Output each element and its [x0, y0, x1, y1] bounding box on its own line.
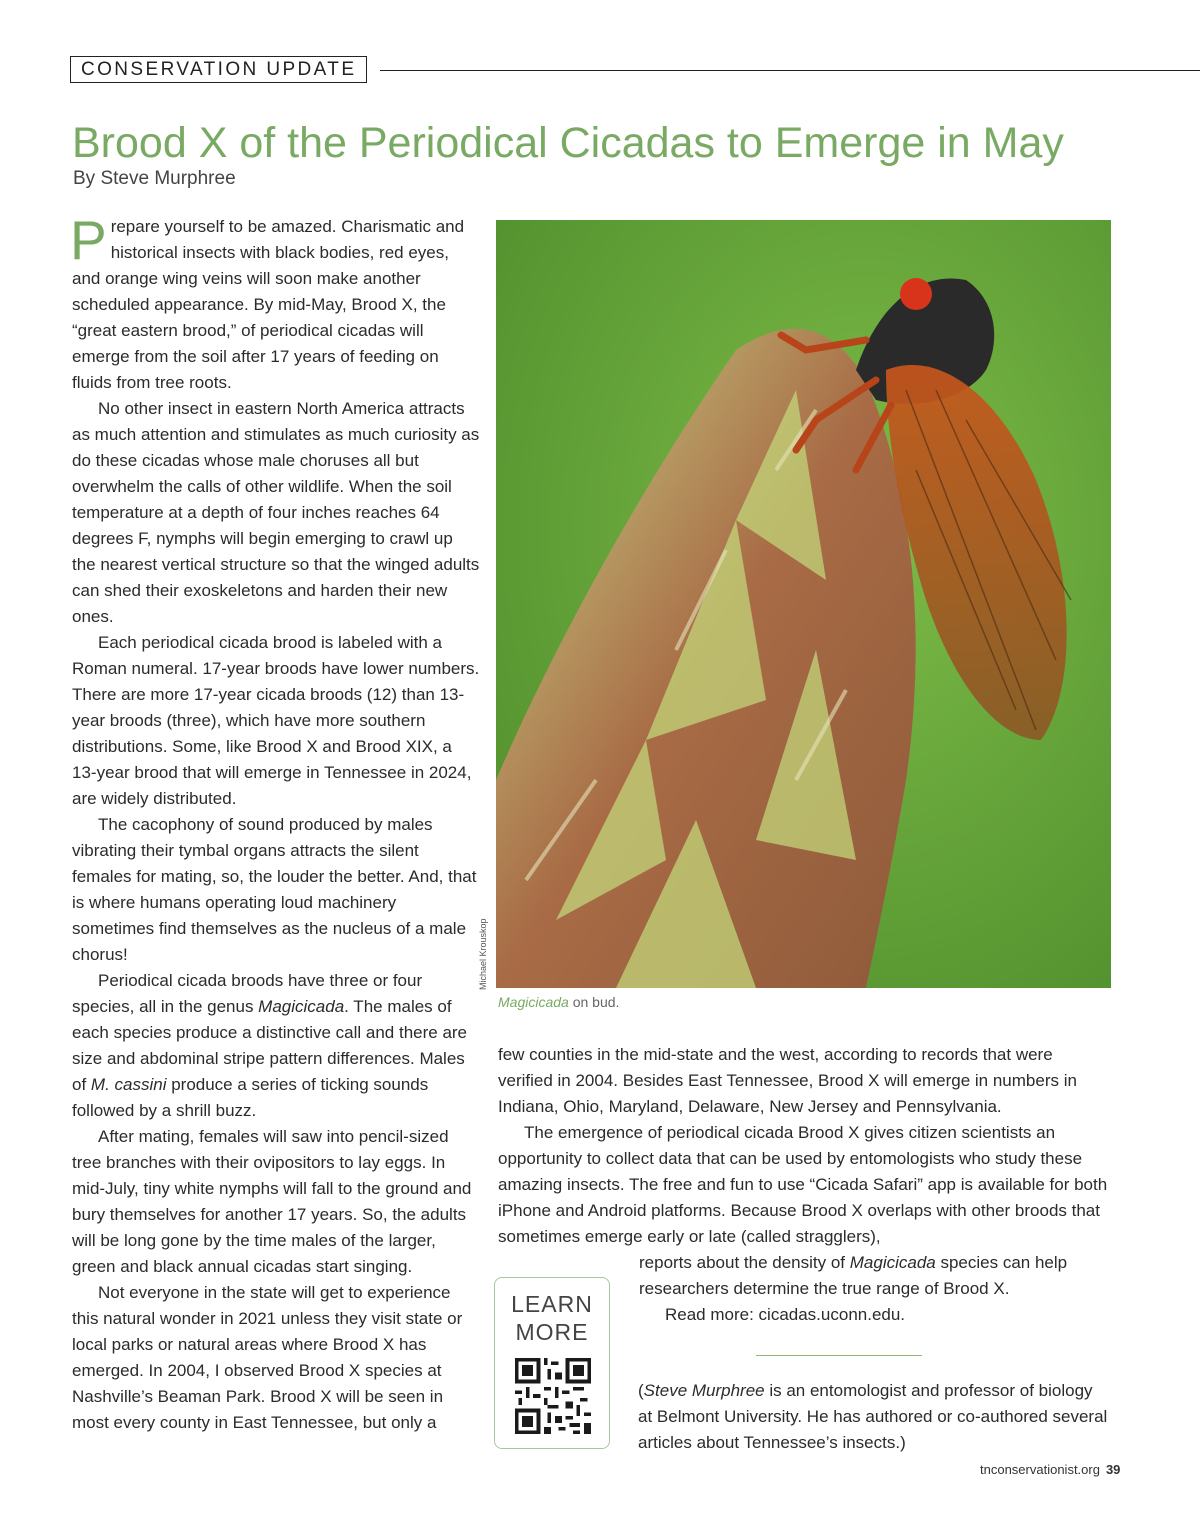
paragraph-3: Each periodical cicada brood is labeled with a Roman numeral. 17-year broods have lower numbers. There are more 17-year cicada broods (12) than 13-year broods (three), which have more southern distributions. Some, like Brood X and Brood XIX, a 13-year brood that will emerge in Tennessee in 2024, are widely distributed.	[72, 633, 480, 808]
byline: By Steve Murphree	[73, 168, 236, 189]
paragraph-5-part: produce a series of ticking sounds followed by a shrill buzz.	[72, 1075, 429, 1120]
paragraph-10-part: reports about the density of	[639, 1253, 850, 1272]
genus-name: Magicicada	[849, 1253, 936, 1272]
caption-species: Magicicada	[498, 994, 569, 1010]
article-headline: Brood X of the Periodical Cicadas to Emerge in May	[72, 119, 1064, 167]
paragraph-9: The emergence of periodical cicada Brood X gives citizen scientists an opportunity to collect data that can be used by entomologists who study these amazing insects. The free and fun to use “Cicada Safari” app is available for both iPhone and Android platforms. Because Brood X overlaps with other broods that sometimes emerge early or late (called stragglers),	[498, 1123, 1108, 1246]
section-rule	[380, 70, 1200, 71]
paragraph-7: Not everyone in the state will get to experience this natural wonder in 2021 unless they visit state or local parks or natural areas where Brood X has emerged. In 2004, I observed Brood X species at Nashville’s Beaman Park. Brood X will be seen in most every county in East Tennessee, but only a	[72, 1283, 463, 1432]
paragraph-1-text: repare yourself to be amazed. Charismatic and historical insects with black bodies, red eyes, and orange wing veins will soon make another scheduled appearance. By mid-May, Brood X, the “great eastern brood,” of periodical cicadas will emerge from the soil after 17 years of feeding on fluids from tree roots.	[72, 217, 465, 392]
left-column	[70, 209, 480, 1436]
qr-code-icon[interactable]	[515, 1358, 591, 1434]
genus-name: Magicicada	[258, 997, 345, 1016]
species-name: M. cassini	[90, 1075, 167, 1094]
right-column	[498, 1042, 1110, 1250]
page-footer	[980, 1462, 1120, 1477]
bio-text: is an entomologist and professor of biology at Belmont University. He has authored or co-authored several articles about Tennessee’s insects.)	[638, 1381, 1108, 1452]
bio-author-name: Steve Murphree	[643, 1381, 765, 1400]
photo-credit: Michael Krouskop	[478, 918, 488, 990]
learn-label-line: MORE	[515, 1319, 589, 1345]
read-more-line: Read more: cicadas.uconn.edu.	[665, 1305, 906, 1324]
paragraph-6: After mating, females will saw into pencil-sized tree branches with their ovipositors to lay eggs. In mid-July, tiny white nymphs will fall to the ground and bury themselves for another 17 years. So, the adults will be long gone by the time males of the larger, green and black annual cicadas start singing.	[72, 1127, 472, 1276]
page-number: 39	[1105, 1462, 1121, 1477]
learn-more-box[interactable]	[494, 1277, 610, 1449]
caption-text: on bud.	[568, 994, 620, 1010]
cicada-photo	[496, 220, 1111, 988]
paragraph-10-part: species can help researchers determine the true range of Brood X.	[639, 1253, 1068, 1298]
paragraph-5-part: . The males of each species produce a distinctive call and there are size and abdominal stripe pattern differences. Males of	[72, 997, 468, 1094]
learn-label-line: LEARN	[511, 1291, 593, 1317]
cicada-on-bud-image	[496, 220, 1111, 988]
photo-caption	[498, 994, 619, 1010]
paragraph-5	[72, 968, 480, 1124]
paragraph-2: No other insect in eastern North America attracts as much attention and stimulates as much curiosity as do these cicadas whose male choruses all but overwhelm the calls of other wildlife. When the soil temperature at a depth of four inches reaches 64 degrees F, nymphs will begin emerging to crawl up the nearest vertical structure so that the winged adults can shed their exoskeletons and harden their new ones.	[72, 399, 480, 626]
bio-paren: (	[638, 1381, 644, 1400]
paragraph-1	[70, 209, 480, 396]
narrow-column	[639, 1250, 1109, 1328]
paragraph-5-part: Periodical cicada broods have three or four species, all in the genus	[72, 971, 423, 1016]
paragraph-4: The cacophony of sound produced by males vibrating their tymbal organs attracts the silent females for mating, so, the louder the better. And, that is where humans operating loud machinery sometimes find themselves as the nucleus of a male chorus!	[72, 815, 477, 964]
drop-cap: P	[70, 209, 107, 271]
paragraph-8: few counties in the mid-state and the west, according to records that were verified in 2004. Besides East Tennessee, Brood X will emerge in numbers in Indiana, Ohio, Maryland, Delaware, New Jersey and Pennsylvania.	[498, 1045, 1077, 1116]
footer-site: tnconservationist.org	[980, 1462, 1100, 1477]
bio-divider	[756, 1355, 922, 1356]
author-bio	[638, 1378, 1108, 1456]
paragraph-10	[639, 1250, 1109, 1302]
learn-more-label	[495, 1290, 609, 1346]
section-tag: CONSERVATION UPDATE	[70, 56, 367, 83]
